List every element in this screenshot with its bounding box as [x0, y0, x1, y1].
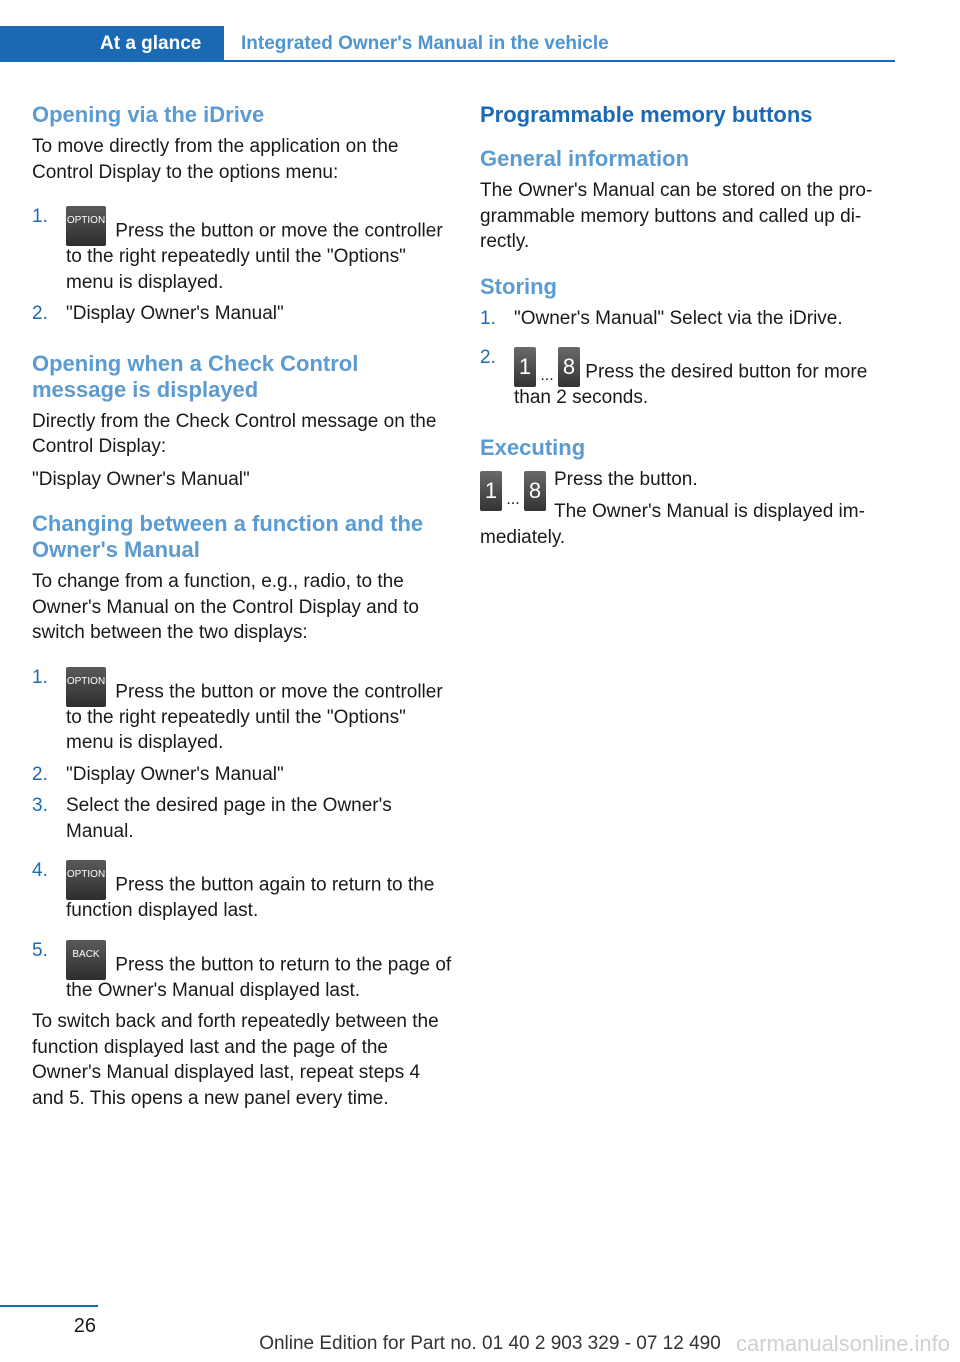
step-number: 4. [32, 860, 48, 881]
memory-key-1-icon: 1 [514, 347, 536, 387]
heading-executing: Executing [480, 434, 586, 460]
paragraph: The Owner's Manual can be stored on the pro‐grammable memory buttons and called up di‐rectly. [480, 180, 873, 252]
paragraph: To change from a function, e.g., radio, to the Owner's Manual on the Control Display and to switch between the two displays: [32, 571, 419, 643]
step-number: 2. [32, 303, 48, 324]
step-text: "Display Owner's Manual" [66, 303, 284, 324]
heading-changing-function: Changing between a function and the Owner's Manual [32, 511, 424, 562]
step-number: 2. [32, 763, 48, 785]
left-column [32, 102, 452, 1118]
step-text: Press the button or move the controller to the right repeatedly until the "Options" menu is displayed. [66, 681, 443, 753]
step-number: 2. [480, 347, 496, 368]
list-item [480, 306, 900, 332]
list-item [32, 204, 452, 295]
watermark: carmanualsonline.info [735, 1331, 950, 1356]
list-item [32, 938, 452, 1004]
right-column [480, 102, 900, 557]
memory-key-8-icon: 8 [524, 471, 546, 511]
step-text: Press the desired button for more than 2 seconds. [514, 361, 868, 408]
heading-storing: Storing [480, 273, 557, 299]
list-item [32, 762, 452, 788]
memory-keys-icon [480, 469, 546, 513]
section-title: Integrated Owner's Manual in the vehicle [241, 33, 609, 54]
page-header [0, 26, 895, 62]
back-button-icon: BACK [66, 940, 106, 980]
step-number: 1. [480, 307, 496, 329]
list-item [32, 858, 452, 924]
steps-list [480, 306, 900, 411]
memory-key-1-icon: 1 [480, 471, 502, 511]
option-button-icon: OPTION [66, 860, 106, 900]
paragraph: To move directly from the application on the Control Display to the options menu: [32, 136, 399, 183]
list-item [32, 793, 452, 844]
list-item [32, 301, 452, 327]
heading-opening-idrive: Opening via the iDrive [32, 102, 265, 127]
step-number: 5. [32, 939, 48, 961]
step-text: Press the button to return to the page of the Owner's Manual displayed last. [66, 954, 452, 1001]
list-item [32, 665, 452, 756]
step-number: 1. [32, 666, 48, 688]
step-text: "Display Owner's Manual" [66, 763, 284, 785]
memory-key-8-icon: 8 [558, 347, 580, 387]
step-number: 3. [32, 795, 48, 816]
heading-memory-buttons: Programmable memory buttons [480, 102, 813, 127]
paragraph: Directly from the Check Control message on the Control Display: [32, 410, 437, 457]
heading-general-information: General information [480, 146, 690, 171]
option-button-icon: OPTION [66, 206, 106, 246]
heading-check-control: Opening when a Check Control message is displayed [32, 350, 359, 402]
steps-list [32, 665, 452, 1004]
step-text: Select the desired page in the Owner's Manual. [66, 795, 392, 842]
page-number: 26 [73, 1315, 96, 1337]
ellipsis: ... [506, 490, 520, 508]
executing-block [480, 467, 900, 551]
ellipsis: ... [540, 367, 554, 384]
paragraph: To switch back and forth repeatedly between the function displayed last and the page of the Owner's Manual displayed last, repeat steps 4 and 5. This opens a new panel every time. [32, 1011, 439, 1109]
step-text: "Owner's Manual" Select via the iDrive. [514, 307, 843, 329]
steps-list [32, 204, 452, 327]
list-item [480, 345, 900, 411]
edition-note: Online Edition for Part no. 01 40 2 903 329 - 07 12 490 [259, 1333, 721, 1354]
step-text: Press the button or move the controller to the right repeatedly until the "Options" menu is displayed. [66, 220, 443, 293]
step-number: 1. [32, 206, 48, 227]
paragraph: Press the button. [554, 468, 698, 490]
step-text: Press the button again to return to the function displayed last. [66, 874, 435, 921]
option-button-icon: OPTION [66, 667, 106, 707]
footer-rule [0, 1305, 98, 1307]
chapter-tab: At a glance [0, 26, 224, 62]
paragraph: The Owner's Manual is displayed im‐mediately. [480, 501, 865, 548]
paragraph: "Display Owner's Manual" [32, 468, 250, 490]
